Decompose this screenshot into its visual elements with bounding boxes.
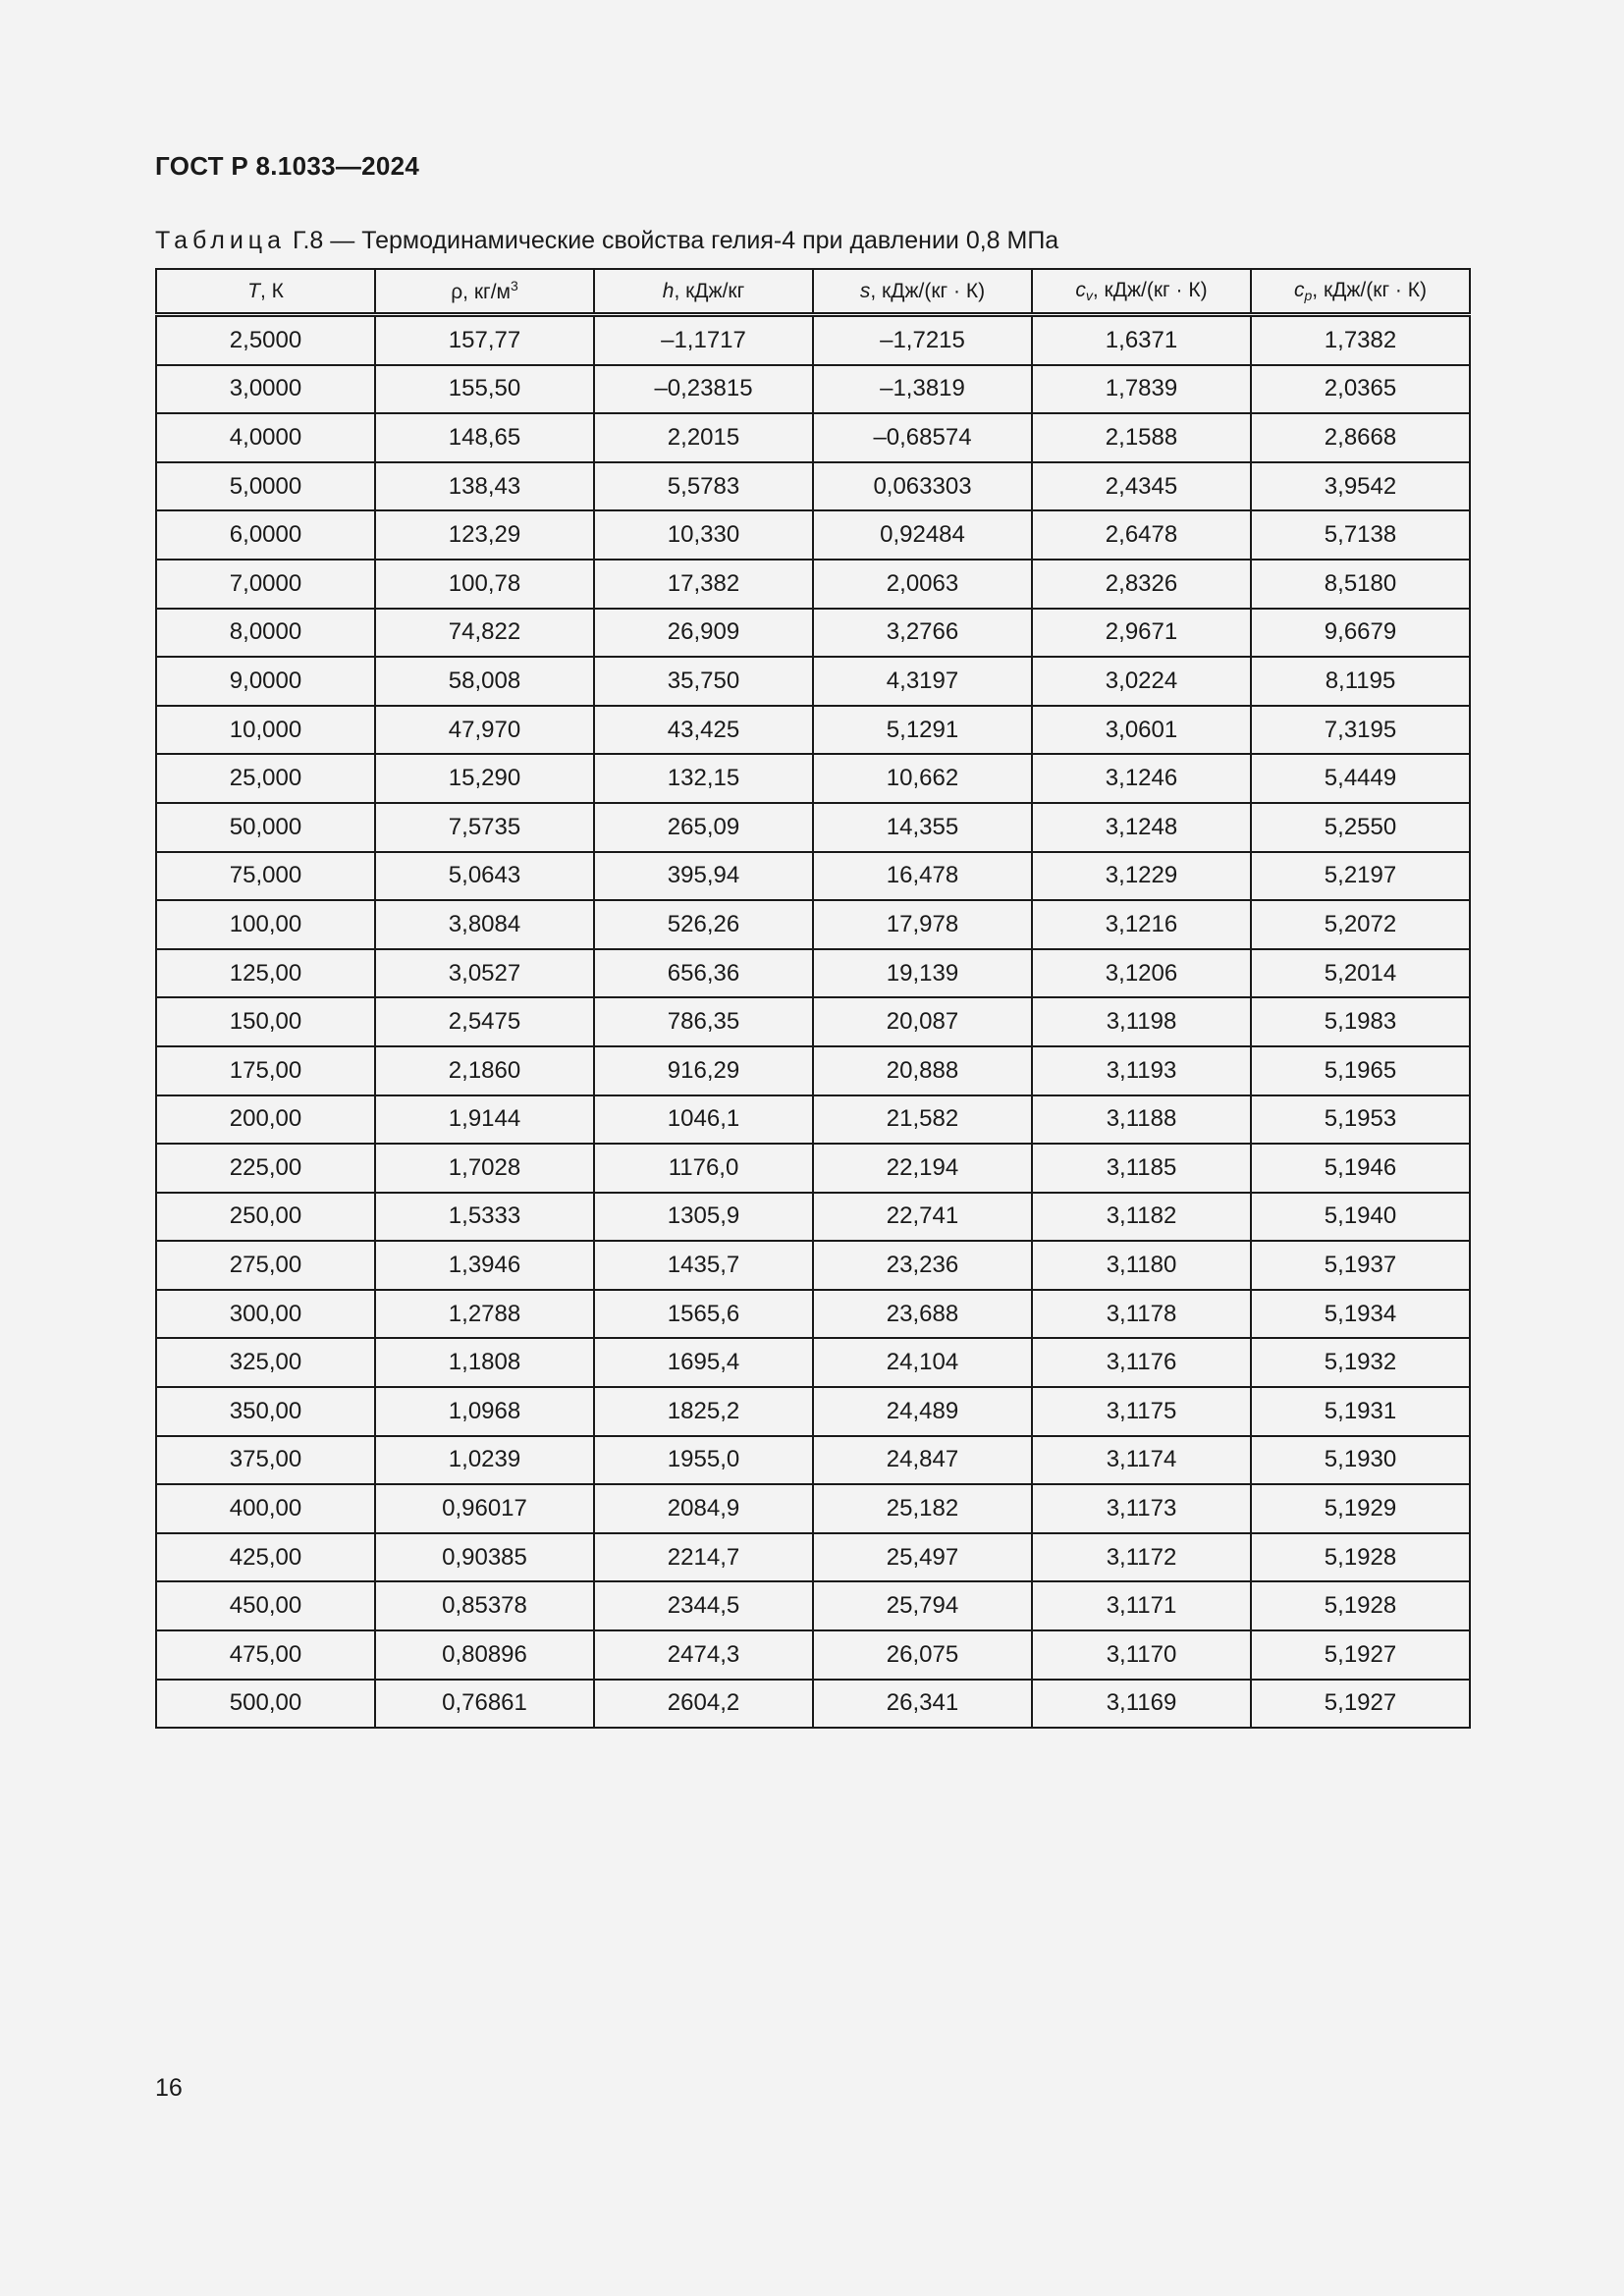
cell-enthalpy: 265,09: [594, 803, 813, 852]
cell-cv: 3,0601: [1032, 706, 1251, 755]
cell-density: 138,43: [375, 462, 594, 511]
table-caption-text: Г.8 — Термодинамические свойства гелия-4 при давлении 0,8 МПа: [286, 227, 1059, 254]
column-header-cv: $c_v$, кДж/(кг · К): [1032, 269, 1251, 315]
column-header-cp: $c_p$, кДж/(кг · К): [1251, 269, 1470, 315]
cell-temperature: 325,00: [156, 1338, 375, 1387]
cell-cp: 7,3195: [1251, 706, 1470, 755]
table-row: [156, 1680, 1470, 1729]
cell-cv: 3,1248: [1032, 803, 1251, 852]
cell-temperature: 500,00: [156, 1680, 375, 1729]
cell-density: 1,2788: [375, 1290, 594, 1339]
cell-density: 155,50: [375, 365, 594, 414]
cell-cp: 5,1946: [1251, 1144, 1470, 1193]
cell-cv: 3,1178: [1032, 1290, 1251, 1339]
table-row: [156, 1193, 1470, 1242]
page-number: 16: [155, 2074, 183, 2102]
cell-density: 0,80896: [375, 1630, 594, 1680]
cell-enthalpy: 26,909: [594, 609, 813, 658]
cell-enthalpy: 2474,3: [594, 1630, 813, 1680]
cell-temperature: 5,0000: [156, 462, 375, 511]
cell-density: 157,77: [375, 315, 594, 365]
cell-cv: 3,1174: [1032, 1436, 1251, 1485]
cell-cv: 2,9671: [1032, 609, 1251, 658]
cell-density: 1,7028: [375, 1144, 594, 1193]
cell-cv: 1,7839: [1032, 365, 1251, 414]
cell-entropy: 23,688: [813, 1290, 1032, 1339]
cell-temperature: 475,00: [156, 1630, 375, 1680]
cell-enthalpy: 2214,7: [594, 1533, 813, 1582]
cell-entropy: 25,497: [813, 1533, 1032, 1582]
cell-temperature: 250,00: [156, 1193, 375, 1242]
cell-cp: 2,8668: [1251, 413, 1470, 462]
cell-temperature: 150,00: [156, 997, 375, 1046]
table-row: [156, 900, 1470, 949]
cell-cv: 2,1588: [1032, 413, 1251, 462]
table-row: [156, 1533, 1470, 1582]
cell-entropy: –0,68574: [813, 413, 1032, 462]
cell-enthalpy: 1305,9: [594, 1193, 813, 1242]
cell-temperature: 450,00: [156, 1581, 375, 1630]
table-row: [156, 852, 1470, 901]
table-caption-label: Таблица: [155, 227, 287, 254]
cell-entropy: 22,741: [813, 1193, 1032, 1242]
cell-cv: 2,6478: [1032, 510, 1251, 560]
cell-temperature: 75,000: [156, 852, 375, 901]
cell-density: 1,0239: [375, 1436, 594, 1485]
cell-temperature: 10,000: [156, 706, 375, 755]
cell-density: 1,5333: [375, 1193, 594, 1242]
cell-density: 3,8084: [375, 900, 594, 949]
cell-temperature: 350,00: [156, 1387, 375, 1436]
cell-enthalpy: 656,36: [594, 949, 813, 998]
cell-entropy: 5,1291: [813, 706, 1032, 755]
cell-density: 47,970: [375, 706, 594, 755]
table-row: [156, 997, 1470, 1046]
table-row: [156, 609, 1470, 658]
cell-enthalpy: 1435,7: [594, 1241, 813, 1290]
cell-cv: 3,1182: [1032, 1193, 1251, 1242]
cell-cv: 3,1176: [1032, 1338, 1251, 1387]
cell-entropy: 10,662: [813, 754, 1032, 803]
cell-cv: 3,1173: [1032, 1484, 1251, 1533]
cell-temperature: 400,00: [156, 1484, 375, 1533]
cell-entropy: 26,075: [813, 1630, 1032, 1680]
table-row: [156, 1290, 1470, 1339]
cell-cv: 3,1229: [1032, 852, 1251, 901]
cell-cv: 3,1172: [1032, 1533, 1251, 1582]
table-row: [156, 1581, 1470, 1630]
cell-cp: 8,5180: [1251, 560, 1470, 609]
cell-temperature: 7,0000: [156, 560, 375, 609]
cell-cp: 5,1928: [1251, 1581, 1470, 1630]
column-header-density: ρ, $кг/м^3$: [375, 269, 594, 315]
cell-enthalpy: 526,26: [594, 900, 813, 949]
cell-cp: 5,1937: [1251, 1241, 1470, 1290]
cell-cv: 3,1169: [1032, 1680, 1251, 1729]
cell-cv: 2,8326: [1032, 560, 1251, 609]
cell-temperature: 200,00: [156, 1095, 375, 1145]
table-row: [156, 510, 1470, 560]
cell-entropy: 17,978: [813, 900, 1032, 949]
table-row: [156, 657, 1470, 706]
cell-density: 0,90385: [375, 1533, 594, 1582]
table-row: [156, 315, 1470, 365]
cell-entropy: –1,3819: [813, 365, 1032, 414]
cell-entropy: 20,888: [813, 1046, 1032, 1095]
cell-cp: 5,1927: [1251, 1630, 1470, 1680]
cell-temperature: 50,000: [156, 803, 375, 852]
cell-enthalpy: 2084,9: [594, 1484, 813, 1533]
cell-entropy: –1,7215: [813, 315, 1032, 365]
cell-enthalpy: 786,35: [594, 997, 813, 1046]
column-header-enthalpy: h, кДж/кг: [594, 269, 813, 315]
cell-entropy: 23,236: [813, 1241, 1032, 1290]
cell-cp: 1,7382: [1251, 315, 1470, 365]
cell-entropy: 20,087: [813, 997, 1032, 1046]
cell-density: 0,96017: [375, 1484, 594, 1533]
cell-density: 74,822: [375, 609, 594, 658]
table-row: [156, 1387, 1470, 1436]
table-row: [156, 754, 1470, 803]
cell-cv: 3,1170: [1032, 1630, 1251, 1680]
table-row: [156, 413, 1470, 462]
table-body: [156, 315, 1470, 1729]
cell-enthalpy: 1825,2: [594, 1387, 813, 1436]
cell-enthalpy: 43,425: [594, 706, 813, 755]
cell-cp: 9,6679: [1251, 609, 1470, 658]
cell-density: 1,9144: [375, 1095, 594, 1145]
cell-cp: 2,0365: [1251, 365, 1470, 414]
cell-temperature: 2,5000: [156, 315, 375, 365]
thermo-properties-table: [155, 268, 1471, 1729]
cell-density: 58,008: [375, 657, 594, 706]
cell-cv: 3,1206: [1032, 949, 1251, 998]
cell-cp: 5,2014: [1251, 949, 1470, 998]
cell-temperature: 175,00: [156, 1046, 375, 1095]
table-row: [156, 560, 1470, 609]
cell-temperature: 100,00: [156, 900, 375, 949]
cell-temperature: 375,00: [156, 1436, 375, 1485]
document-header: ГОСТ Р 8.1033—2024: [155, 151, 420, 181]
cell-cp: 5,7138: [1251, 510, 1470, 560]
cell-entropy: 19,139: [813, 949, 1032, 998]
cell-cp: 5,1953: [1251, 1095, 1470, 1145]
cell-density: 1,1808: [375, 1338, 594, 1387]
cell-enthalpy: 17,382: [594, 560, 813, 609]
cell-enthalpy: 1695,4: [594, 1338, 813, 1387]
cell-temperature: 225,00: [156, 1144, 375, 1193]
cell-cv: 3,1198: [1032, 997, 1251, 1046]
table-row: [156, 706, 1470, 755]
cell-enthalpy: 395,94: [594, 852, 813, 901]
table-row: [156, 1144, 1470, 1193]
cell-cv: 3,1185: [1032, 1144, 1251, 1193]
cell-entropy: 14,355: [813, 803, 1032, 852]
table-row: [156, 365, 1470, 414]
cell-density: 100,78: [375, 560, 594, 609]
table-row: [156, 803, 1470, 852]
cell-cp: 3,9542: [1251, 462, 1470, 511]
cell-temperature: 25,000: [156, 754, 375, 803]
table-row: [156, 1630, 1470, 1680]
cell-cv: 3,1246: [1032, 754, 1251, 803]
table-row: [156, 1241, 1470, 1290]
cell-density: 148,65: [375, 413, 594, 462]
cell-cp: 5,1929: [1251, 1484, 1470, 1533]
cell-density: 3,0527: [375, 949, 594, 998]
column-header-temperature: T, К: [156, 269, 375, 315]
cell-enthalpy: 1046,1: [594, 1095, 813, 1145]
cell-density: 1,3946: [375, 1241, 594, 1290]
cell-density: 2,1860: [375, 1046, 594, 1095]
cell-density: 5,0643: [375, 852, 594, 901]
cell-entropy: 16,478: [813, 852, 1032, 901]
cell-temperature: 4,0000: [156, 413, 375, 462]
cell-cv: 3,1171: [1032, 1581, 1251, 1630]
cell-entropy: 24,489: [813, 1387, 1032, 1436]
cell-temperature: 275,00: [156, 1241, 375, 1290]
cell-temperature: 8,0000: [156, 609, 375, 658]
cell-temperature: 3,0000: [156, 365, 375, 414]
cell-cv: 3,0224: [1032, 657, 1251, 706]
cell-cp: 5,1932: [1251, 1338, 1470, 1387]
cell-cp: 5,4449: [1251, 754, 1470, 803]
cell-entropy: 0,063303: [813, 462, 1032, 511]
table-row: [156, 462, 1470, 511]
cell-entropy: 24,104: [813, 1338, 1032, 1387]
table-row: [156, 1338, 1470, 1387]
cell-entropy: 25,182: [813, 1484, 1032, 1533]
cell-entropy: 4,3197: [813, 657, 1032, 706]
cell-density: 0,76861: [375, 1680, 594, 1729]
table-row: [156, 949, 1470, 998]
cell-enthalpy: 1955,0: [594, 1436, 813, 1485]
table-row: [156, 1436, 1470, 1485]
cell-entropy: 22,194: [813, 1144, 1032, 1193]
cell-entropy: 2,0063: [813, 560, 1032, 609]
cell-temperature: 300,00: [156, 1290, 375, 1339]
cell-enthalpy: 2604,2: [594, 1680, 813, 1729]
cell-cp: 5,1931: [1251, 1387, 1470, 1436]
cell-enthalpy: 2344,5: [594, 1581, 813, 1630]
cell-cp: 5,1934: [1251, 1290, 1470, 1339]
cell-enthalpy: 1565,6: [594, 1290, 813, 1339]
cell-cv: 3,1216: [1032, 900, 1251, 949]
cell-density: 1,0968: [375, 1387, 594, 1436]
cell-density: 0,85378: [375, 1581, 594, 1630]
column-header-entropy: s, кДж/(кг · К): [813, 269, 1032, 315]
cell-cp: 5,2197: [1251, 852, 1470, 901]
data-table-container: [155, 268, 1471, 1729]
cell-density: 7,5735: [375, 803, 594, 852]
cell-temperature: 9,0000: [156, 657, 375, 706]
cell-cv: 3,1175: [1032, 1387, 1251, 1436]
cell-enthalpy: 2,2015: [594, 413, 813, 462]
cell-cp: 5,2072: [1251, 900, 1470, 949]
cell-density: 15,290: [375, 754, 594, 803]
cell-cp: 5,1940: [1251, 1193, 1470, 1242]
cell-cp: 5,1983: [1251, 997, 1470, 1046]
cell-entropy: 0,92484: [813, 510, 1032, 560]
cell-cp: 8,1195: [1251, 657, 1470, 706]
cell-cv: 3,1193: [1032, 1046, 1251, 1095]
cell-enthalpy: –1,1717: [594, 315, 813, 365]
cell-cv: 3,1188: [1032, 1095, 1251, 1145]
cell-cv: 2,4345: [1032, 462, 1251, 511]
cell-cp: 5,1927: [1251, 1680, 1470, 1729]
cell-density: 123,29: [375, 510, 594, 560]
table-row: [156, 1484, 1470, 1533]
cell-temperature: 6,0000: [156, 510, 375, 560]
cell-temperature: 125,00: [156, 949, 375, 998]
cell-enthalpy: 35,750: [594, 657, 813, 706]
cell-entropy: 3,2766: [813, 609, 1032, 658]
cell-enthalpy: 1176,0: [594, 1144, 813, 1193]
cell-cp: 5,1965: [1251, 1046, 1470, 1095]
cell-cv: 3,1180: [1032, 1241, 1251, 1290]
cell-enthalpy: 5,5783: [594, 462, 813, 511]
cell-entropy: 24,847: [813, 1436, 1032, 1485]
table-row: [156, 1046, 1470, 1095]
table-caption: [155, 227, 1058, 255]
cell-enthalpy: 916,29: [594, 1046, 813, 1095]
cell-enthalpy: 132,15: [594, 754, 813, 803]
table-header-row: [156, 269, 1470, 315]
cell-density: 2,5475: [375, 997, 594, 1046]
cell-temperature: 425,00: [156, 1533, 375, 1582]
cell-entropy: 26,341: [813, 1680, 1032, 1729]
cell-cp: 5,1928: [1251, 1533, 1470, 1582]
cell-cv: 1,6371: [1032, 315, 1251, 365]
cell-entropy: 25,794: [813, 1581, 1032, 1630]
cell-cp: 5,1930: [1251, 1436, 1470, 1485]
table-row: [156, 1095, 1470, 1145]
cell-enthalpy: 10,330: [594, 510, 813, 560]
cell-enthalpy: –0,23815: [594, 365, 813, 414]
cell-entropy: 21,582: [813, 1095, 1032, 1145]
cell-cp: 5,2550: [1251, 803, 1470, 852]
